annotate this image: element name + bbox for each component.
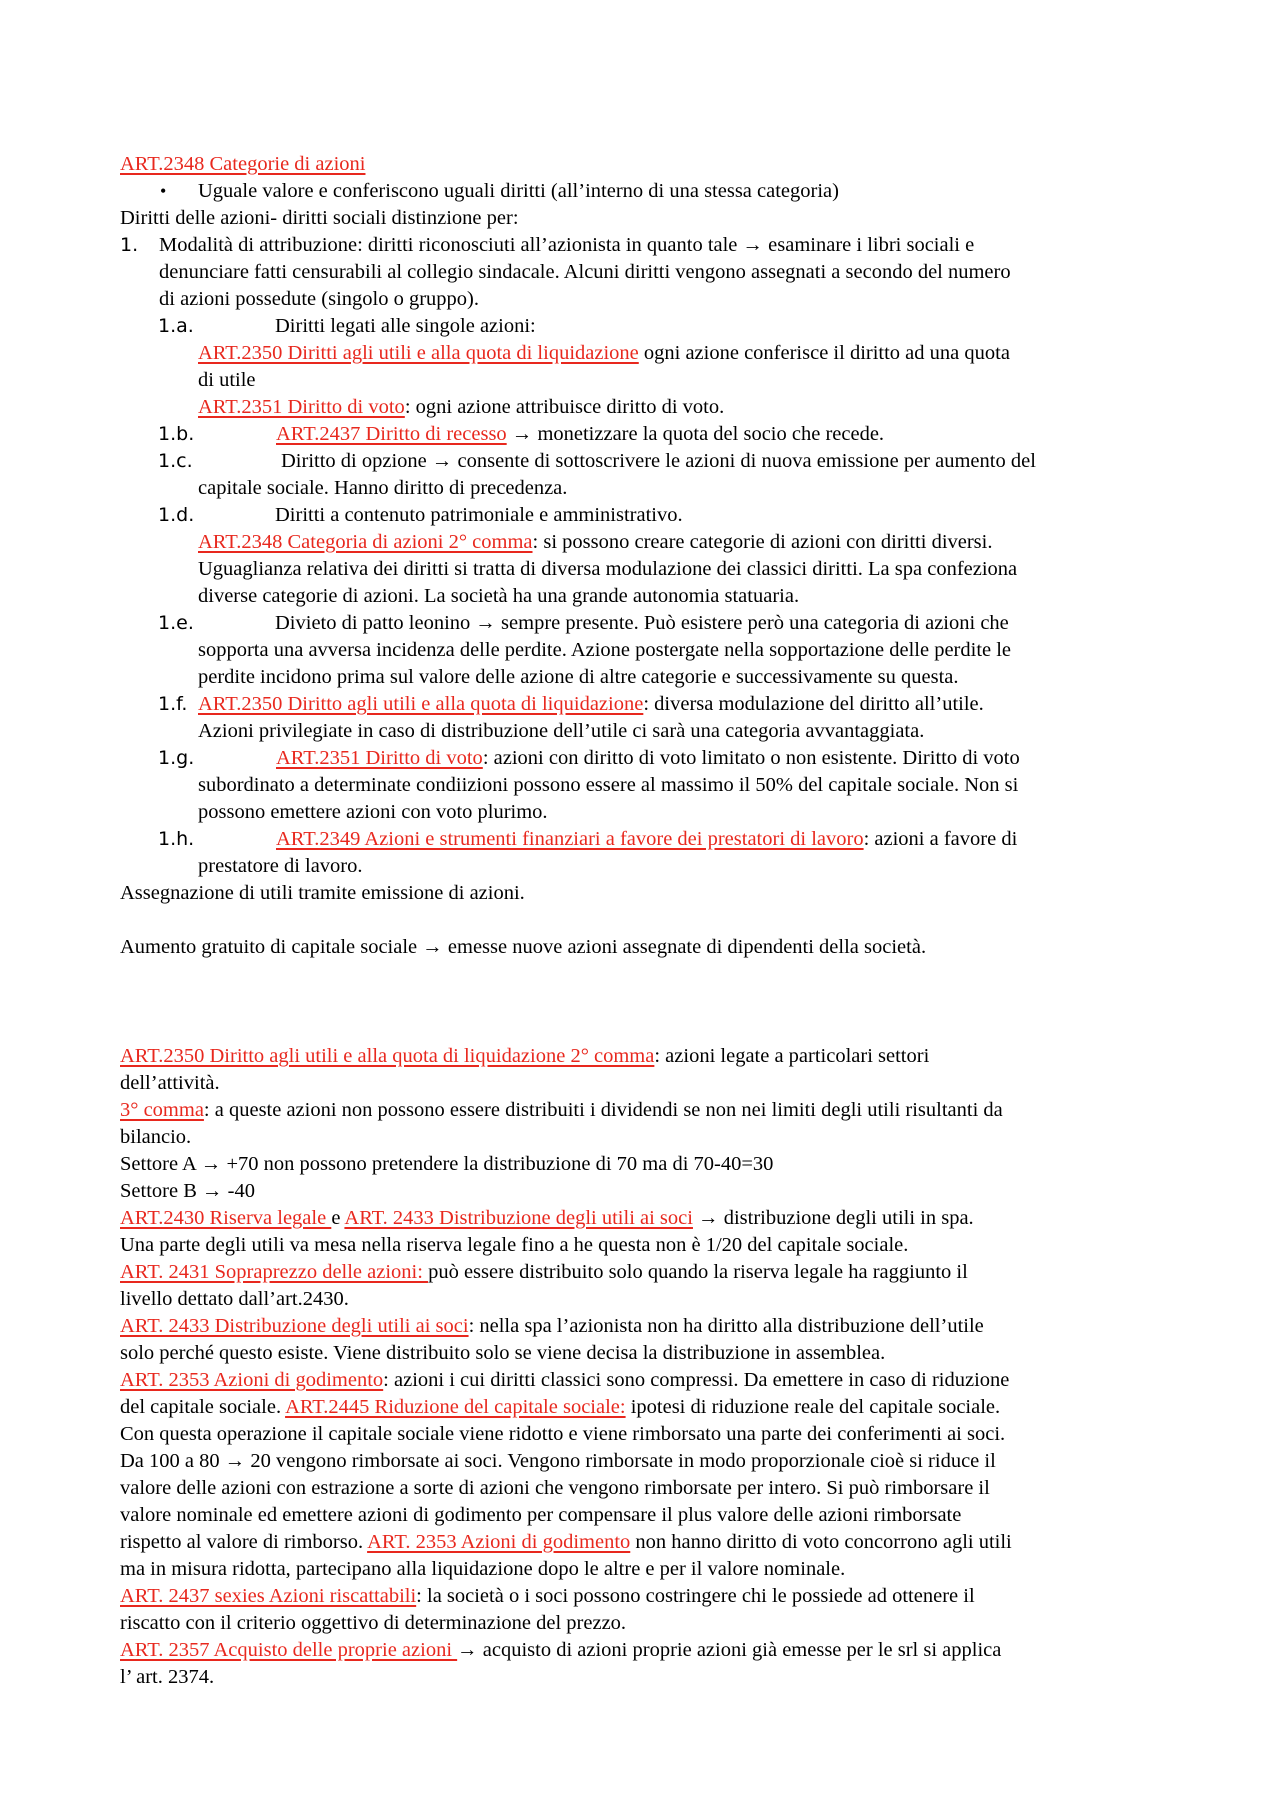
- text-span: ogni azione conferisce il diritto ad una quota: [638, 342, 1010, 364]
- heading-art2348: [120, 151, 365, 178]
- text-line: Uguaglianza relativa dei diritti si tratta di diversa modulazione dei classici diritti. La spa confeziona: [198, 558, 1018, 580]
- text-line: [120, 1205, 974, 1232]
- text-line: bilancio.: [120, 1126, 192, 1148]
- text-line: [198, 529, 992, 556]
- text-span: : diversa modulazione del diritto all’utile.: [643, 693, 984, 715]
- list-number: 1.c.: [158, 450, 193, 472]
- text-line: Uguale valore e conferiscono uguali diritti (all’interno di una stessa categoria): [198, 180, 839, 202]
- list-number: 1.g.: [158, 747, 195, 769]
- text-line: [198, 691, 984, 718]
- text-line: sopporta una avversa incidenza delle perdite. Azione postergate nella sopportazione delle perdite le: [198, 639, 1012, 661]
- text-span: : azioni con diritto di voto limitato o non esistente. Diritto di voto: [482, 747, 1020, 769]
- text-line: [120, 1583, 975, 1610]
- text-line: Assegnazione di utili tramite emissione di azioni.: [120, 882, 525, 904]
- article-link[interactable]: 3° comma: [120, 1099, 204, 1121]
- article-link[interactable]: ART.2351 Diritto di voto: [198, 396, 405, 418]
- text-line: [120, 1637, 1001, 1664]
- list-number: 1.f.: [158, 693, 188, 715]
- text-span: : azioni a favore di: [863, 828, 1018, 850]
- list-number: 1.h.: [158, 828, 195, 850]
- article-link[interactable]: ART. 2431 Sopraprezzo delle azioni:: [120, 1261, 429, 1283]
- text-line: Aumento gratuito di capitale sociale → emesse nuove azioni assegnate di dipendenti della società.: [120, 936, 927, 958]
- article-link[interactable]: ART.2445 Riduzione del capitale sociale:: [285, 1396, 626, 1418]
- text-line: Settore B → -40: [120, 1180, 255, 1202]
- text-line: Con questa operazione il capitale sociale viene ridotto e viene rimborsato una parte dei conferimenti ai soci.: [120, 1423, 1006, 1445]
- article-link[interactable]: ART.2437 Diritto di recesso: [276, 423, 507, 445]
- text-line: Modalità di attribuzione: diritti riconosciuti all’azionista in quanto tale → esaminare i libri sociali e: [159, 234, 975, 256]
- text-line: possono emettere azioni con voto plurimo.: [198, 801, 548, 823]
- text-line: denunciare fatti censurabili al collegio sindacale. Alcuni diritti vengono assegnati a secondo del numero: [159, 261, 1011, 283]
- text-line: perdite incidono prima sul valore delle azione di altre categorie e successivamente su questa.: [198, 666, 959, 688]
- text-line: Da 100 a 80 → 20 vengono rimborsate ai soci. Vengono rimborsate in modo proporzionale cioè si riduce il: [120, 1450, 996, 1472]
- list-number: 1.a.: [158, 315, 194, 337]
- text-span: : azioni legate a particolari settori: [654, 1045, 930, 1067]
- article-link[interactable]: ART. 2433 Distribuzione degli utili ai soci: [120, 1315, 469, 1337]
- text-line: Diritti legati alle singole azioni:: [275, 315, 536, 337]
- text-span: : azioni i cui diritti classici sono compressi. Da emettere in caso di riduzione: [383, 1369, 1010, 1391]
- text-line: [198, 394, 724, 421]
- text-span: : a queste azioni non possono essere distribuiti i dividendi se non nei limiti degli utili risultanti da: [203, 1099, 1003, 1121]
- text-span: : si possono creare categorie di azioni con diritti diversi.: [532, 531, 993, 553]
- text-span: del capitale sociale.: [120, 1396, 286, 1418]
- text-span: può essere distribuito solo quando la riserva legale ha raggiunto il: [428, 1261, 968, 1283]
- text-line: diverse categorie di azioni. La società ha una grande autonomia statuaria.: [198, 585, 800, 607]
- text-line: [198, 340, 1010, 367]
- article-link[interactable]: ART.2350 Diritto agli utili e alla quota di liquidazione 2° comma: [120, 1045, 655, 1067]
- text-span: non hanno diritto di voto concorrono agli utili: [630, 1531, 1012, 1553]
- list-number: 1.e.: [158, 612, 194, 634]
- text-line: [120, 1529, 1012, 1556]
- text-line: [276, 745, 1020, 772]
- text-line: [276, 421, 884, 448]
- article-link[interactable]: ART. 2437 sexies Azioni riscattabili: [120, 1585, 417, 1607]
- text-line: [120, 1394, 1000, 1421]
- text-span: e: [331, 1207, 345, 1229]
- text-line: Diritti a contenuto patrimoniale e amministrativo.: [275, 504, 683, 526]
- text-line: capitale sociale. Hanno diritto di precedenza.: [198, 477, 568, 499]
- text-line: [120, 1259, 968, 1286]
- text-span: → monetizzare la quota del socio che recede.: [506, 423, 885, 445]
- article-link[interactable]: ART.2350 Diritto agli utili e alla quota di liquidazione: [198, 693, 644, 715]
- article-link[interactable]: ART.2348 Categorie di azioni: [120, 153, 366, 175]
- text-line: Divieto di patto leonino → sempre presente. Può esistere però una categoria di azioni che: [275, 612, 1009, 634]
- text-line: di utile: [198, 369, 256, 391]
- text-line: ma in misura ridotta, partecipano alla liquidazione dopo le altre e per il valore nominale.: [120, 1558, 846, 1580]
- text-line: di azioni possedute (singolo o gruppo).: [159, 288, 479, 310]
- text-line: valore delle azioni con estrazione a sorte di azioni che vengono rimborsate per intero. Si può rimborsare il: [120, 1477, 990, 1499]
- text-line: [120, 1367, 1009, 1394]
- list-number: 1.d.: [158, 504, 195, 526]
- article-link[interactable]: ART.2349 Azioni e strumenti finanziari a favore dei prestatori di lavoro: [276, 828, 864, 850]
- text-line: [276, 826, 1017, 853]
- text-line: [120, 1097, 1003, 1124]
- text-line: prestatore di lavoro.: [198, 855, 363, 877]
- text-line: dell’attività.: [120, 1072, 220, 1094]
- text-line: Diritti delle azioni- diritti sociali distinzione per:: [120, 207, 519, 229]
- text-line: Una parte degli utili va mesa nella riserva legale fino a he questa non è 1/20 del capitale sociale.: [120, 1234, 909, 1256]
- text-span: : ogni azione attribuisce diritto di voto.: [404, 396, 725, 418]
- bullet-icon: •: [160, 181, 167, 201]
- article-link[interactable]: ART. 2353 Azioni di godimento: [120, 1369, 384, 1391]
- text-span: → acquisto di azioni proprie azioni già emesse per le srl si applica: [457, 1639, 1002, 1661]
- article-link[interactable]: ART.2351 Diritto di voto: [276, 747, 483, 769]
- list-number: 1.: [120, 234, 139, 256]
- text-span: → distribuzione degli utili in spa.: [692, 1207, 974, 1229]
- article-link[interactable]: ART. 2357 Acquisto delle proprie azioni: [120, 1639, 458, 1661]
- text-line: [120, 1313, 984, 1340]
- text-line: valore nominale ed emettere azioni di godimento per compensare il plus valore delle azioni rimborsate: [120, 1504, 962, 1526]
- text-span: ipotesi di riduzione reale del capitale sociale.: [625, 1396, 1001, 1418]
- text-line: solo perché questo esiste. Viene distribuito solo se viene decisa la distribuzione in assemblea.: [120, 1342, 886, 1364]
- article-link[interactable]: ART.2348 Categoria di azioni 2° comma: [198, 531, 533, 553]
- text-line: subordinato a determinate condiizioni possono essere al massimo il 50% del capitale sociale. Non si: [198, 774, 1019, 796]
- list-number: 1.b.: [158, 423, 195, 445]
- text-span: : nella spa l’azionista non ha diritto alla distribuzione dell’utile: [468, 1315, 984, 1337]
- text-span: : la società o i soci possono costringere chi le possiede ad ottenere il: [416, 1585, 975, 1607]
- text-line: Diritto di opzione → consente di sottoscrivere le azioni di nuova emissione per aumento del: [281, 450, 1036, 472]
- article-link[interactable]: ART. 2353 Azioni di godimento: [367, 1531, 631, 1553]
- article-link[interactable]: ART.2350 Diritti agli utili e alla quota di liquidazione: [198, 342, 639, 364]
- text-line: l’ art. 2374.: [120, 1666, 215, 1688]
- text-line: Azioni privilegiate in caso di distribuzione dell’utile ci sarà una categoria avvantaggiata.: [198, 720, 925, 742]
- article-link[interactable]: ART.2430 Riserva legale: [120, 1207, 332, 1229]
- text-line: Settore A → +70 non possono pretendere la distribuzione di 70 ma di 70-40=30: [120, 1153, 774, 1175]
- article-link[interactable]: ART. 2433 Distribuzione degli utili ai soci: [344, 1207, 693, 1229]
- text-line: livello dettato dall’art.2430.: [120, 1288, 349, 1310]
- text-line: [120, 1043, 929, 1070]
- text-line: riscatto con il criterio oggettivo di determinazione del prezzo.: [120, 1612, 627, 1634]
- text-span: rispetto al valore di rimborso.: [120, 1531, 368, 1553]
